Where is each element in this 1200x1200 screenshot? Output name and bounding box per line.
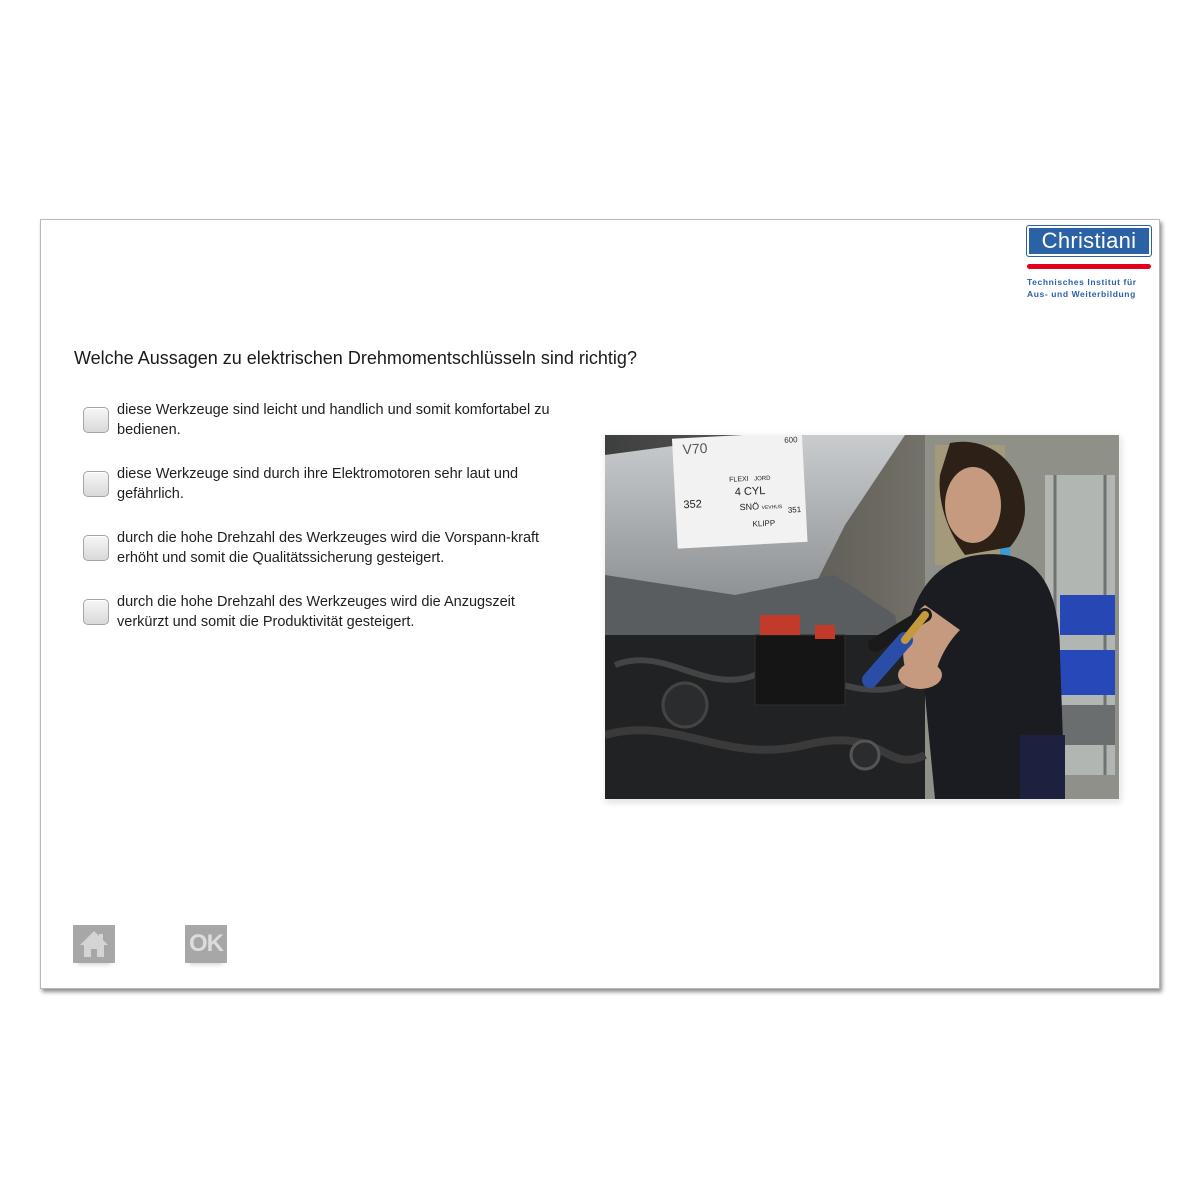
sign-word-5: KLIPP	[752, 518, 776, 529]
answer-text-2: diese Werkzeuge sind durch ihre Elektromotoren sehr laut und gefährlich.	[117, 466, 519, 502]
logo-red-bar	[1027, 264, 1151, 269]
quiz-card	[40, 219, 1160, 989]
sign-model: V70	[682, 439, 708, 458]
ok-button[interactable]: OK	[185, 925, 227, 963]
answer-text-4: durch die hohe Drehzahl des Werkzeuges wird die Anzugszeit verkürzt und somit die Produktivität gesteigert.	[117, 594, 515, 630]
sign-engine: 4 CYL	[734, 484, 766, 499]
answer-checkbox-4[interactable]	[83, 599, 109, 625]
answer-option-2[interactable]	[83, 465, 563, 513]
sign-word-2: JORD	[754, 475, 771, 483]
logo-wordmark: Christiani	[1027, 226, 1151, 256]
christiani-logo	[1027, 226, 1151, 300]
answer-option-3[interactable]	[83, 529, 563, 577]
sign-word-3: SNÖ	[739, 501, 760, 513]
photo-illustration	[605, 435, 1119, 799]
home-icon	[73, 925, 115, 963]
sign-word-1: FLEXI	[729, 475, 749, 484]
answer-text-1: diese Werkzeuge sind leicht und handlich und somit komfortabel zu bedienen.	[117, 402, 550, 438]
answer-checkbox-3[interactable]	[83, 535, 109, 561]
answer-option-1[interactable]	[83, 401, 563, 449]
answer-option-4[interactable]	[83, 593, 563, 641]
factory-worker-photo	[605, 435, 1119, 799]
answer-checkbox-2[interactable]	[83, 471, 109, 497]
logo-tagline: Technisches Institut für Aus- und Weiterbildung	[1027, 277, 1137, 299]
sign-num-left: 352	[683, 498, 703, 512]
question-text: Welche Aussagen zu elektrischen Drehmomentschlüsseln sind richtig?	[74, 348, 637, 368]
answer-text-3: durch die hohe Drehzahl des Werkzeuges wird die Vorspann-kraft erhöht und somit die Qualitätssicherung gesteigert.	[117, 530, 540, 566]
home-button[interactable]	[73, 925, 115, 963]
sign-code: 600	[783, 435, 798, 445]
answer-checkbox-1[interactable]	[83, 407, 109, 433]
sign-word-4: VEVHUS	[761, 504, 783, 512]
sign-num-right: 351	[787, 505, 802, 515]
